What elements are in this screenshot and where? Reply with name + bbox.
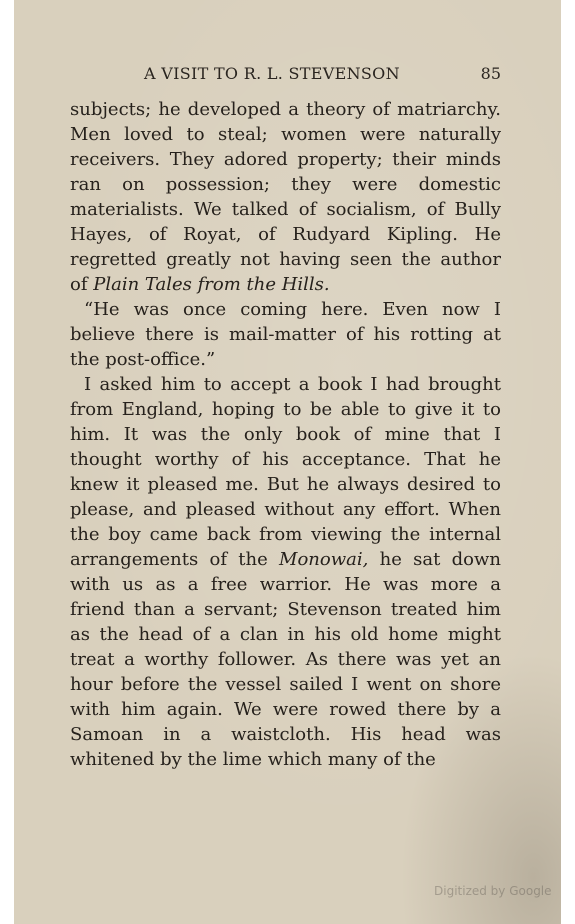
paragraph-1-text: subjects; he developed a theory of matriarchy. Men loved to steal; women were naturally receivers. They adored property; their minds ran on possession; they were domestic materialists. We talked of socialism, of Bully Hayes, of Royat, of Rudyard Kipling. He regretted greatly not having seen the author of (70, 99, 501, 295)
paragraph-3-tail: he sat down with us as a free warrior. He was more a friend than a servant; Stevenson treated him as the head of a clan in his old home might treat a worthy follower. As there was yet an hour before the vessel sailed I went on shore with him again. We were rowed there by a Samoan in a waistcloth. His head was whitened by the lime which many of the (70, 549, 501, 770)
paragraph-3-text: I asked him to accept a book I had brought from England, hoping to be able to give it to him. It was the only book of mine that I thought worthy of his acceptance. That he knew it pleased me. But he always desired to please, and pleased without any effort. When the boy came back from viewing the internal arrangements of the (70, 374, 501, 570)
book-page (14, 0, 561, 924)
running-head: A VISIT TO R. L. STEVENSON (144, 64, 400, 83)
page-header (70, 64, 501, 86)
body-text (70, 97, 501, 772)
paragraph-3-italic: Monowai, (279, 549, 369, 570)
paragraph-3 (70, 372, 501, 772)
paragraph-2-text: “He was once coming here. Even now I believe there is mail-matter of his rotting at the post-office.” (70, 299, 501, 370)
paragraph-2 (70, 297, 501, 372)
paragraph-1 (70, 97, 501, 297)
paragraph-1-italic: Plain Tales from the Hills. (93, 274, 330, 295)
page-number: 85 (480, 64, 501, 83)
digitization-watermark: Digitized by Google (434, 884, 552, 898)
